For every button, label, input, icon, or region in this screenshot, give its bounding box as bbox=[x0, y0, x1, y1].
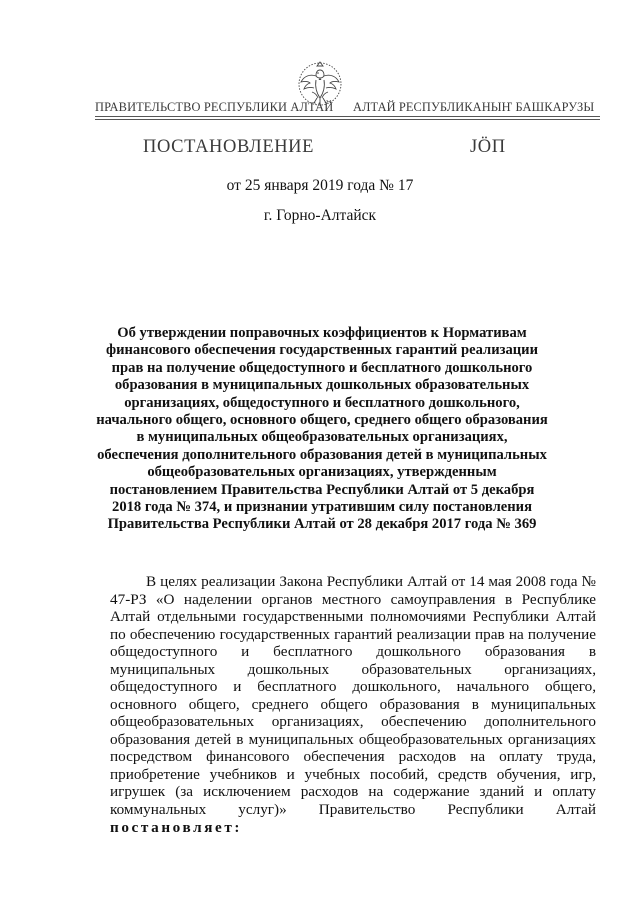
preamble-text: В целях реализации Закона Республики Алтай от 14 мая 2008 года № 47-РЗ «О наделении органов местного самоуправления в Республике Алтай отдельными государственными полномочиями Республики Алтай по обеспечению государственных гарантий реализации прав на получение общедоступного и бесплатного дошкольного образования в муниципальных дошкольных образовательных организациях, общедоступного и бесплатного дошкольного, начального общего, основного общего, среднего общего образования в муниципальных общеобразовательных организациях, обеспечению дополнительного образования детей в муниципальных общеобразовательных организациях посредством финансового обеспечения расходов на оплату труда, приобретение учебников и учебных пособий, средств обучения, игр, игрушек (за исключением расходов на содержание зданий и оплату коммунальных услуг)» Правительство Республики Алтай bbox=[110, 573, 596, 818]
document-type-russian: ПОСТАНОВЛЕНИЕ bbox=[143, 137, 315, 157]
preamble-paragraph bbox=[110, 573, 596, 818]
government-name-russian: ПРАВИТЕЛЬСТВО РЕСПУБЛИКИ АЛТАЙ bbox=[95, 100, 334, 114]
government-name-altai: АЛТАЙ РЕСПУБЛИКАНЫҤ БАШКАРУЗЫ bbox=[353, 100, 595, 114]
document-date-number: от 25 января 2019 года № 17 bbox=[226, 177, 414, 194]
document-title: Об утверждении поправочных коэффициентов к Нормативам финансового обеспечения государственных гарантий реализации прав на получение общедоступного и бесплатного дошкольного образования в муниципальных дошкольных образовательных организациях, общедоступного и бесплатного дошкольного, начального общего, основного общего, среднего общего образования в муниципальных общеобразовательных организациях, обеспечения дополнительного образования детей в муниципальных общеобразовательных организациях, утвержденным постановлением Правительства Республики Алтай от 5 декабря 2018 года № 374, и признании утратившим силу постановления Правительства Республики Алтай от 28 декабря 2017 года № 369 bbox=[96, 325, 548, 533]
document-type-altai: JӦП bbox=[470, 137, 506, 157]
document-city: г. Горно-Алтайск bbox=[263, 207, 377, 224]
resolves-keyword: постановляет: bbox=[110, 819, 243, 836]
header-divider-bottom bbox=[95, 119, 600, 120]
header-divider-top bbox=[95, 116, 600, 117]
